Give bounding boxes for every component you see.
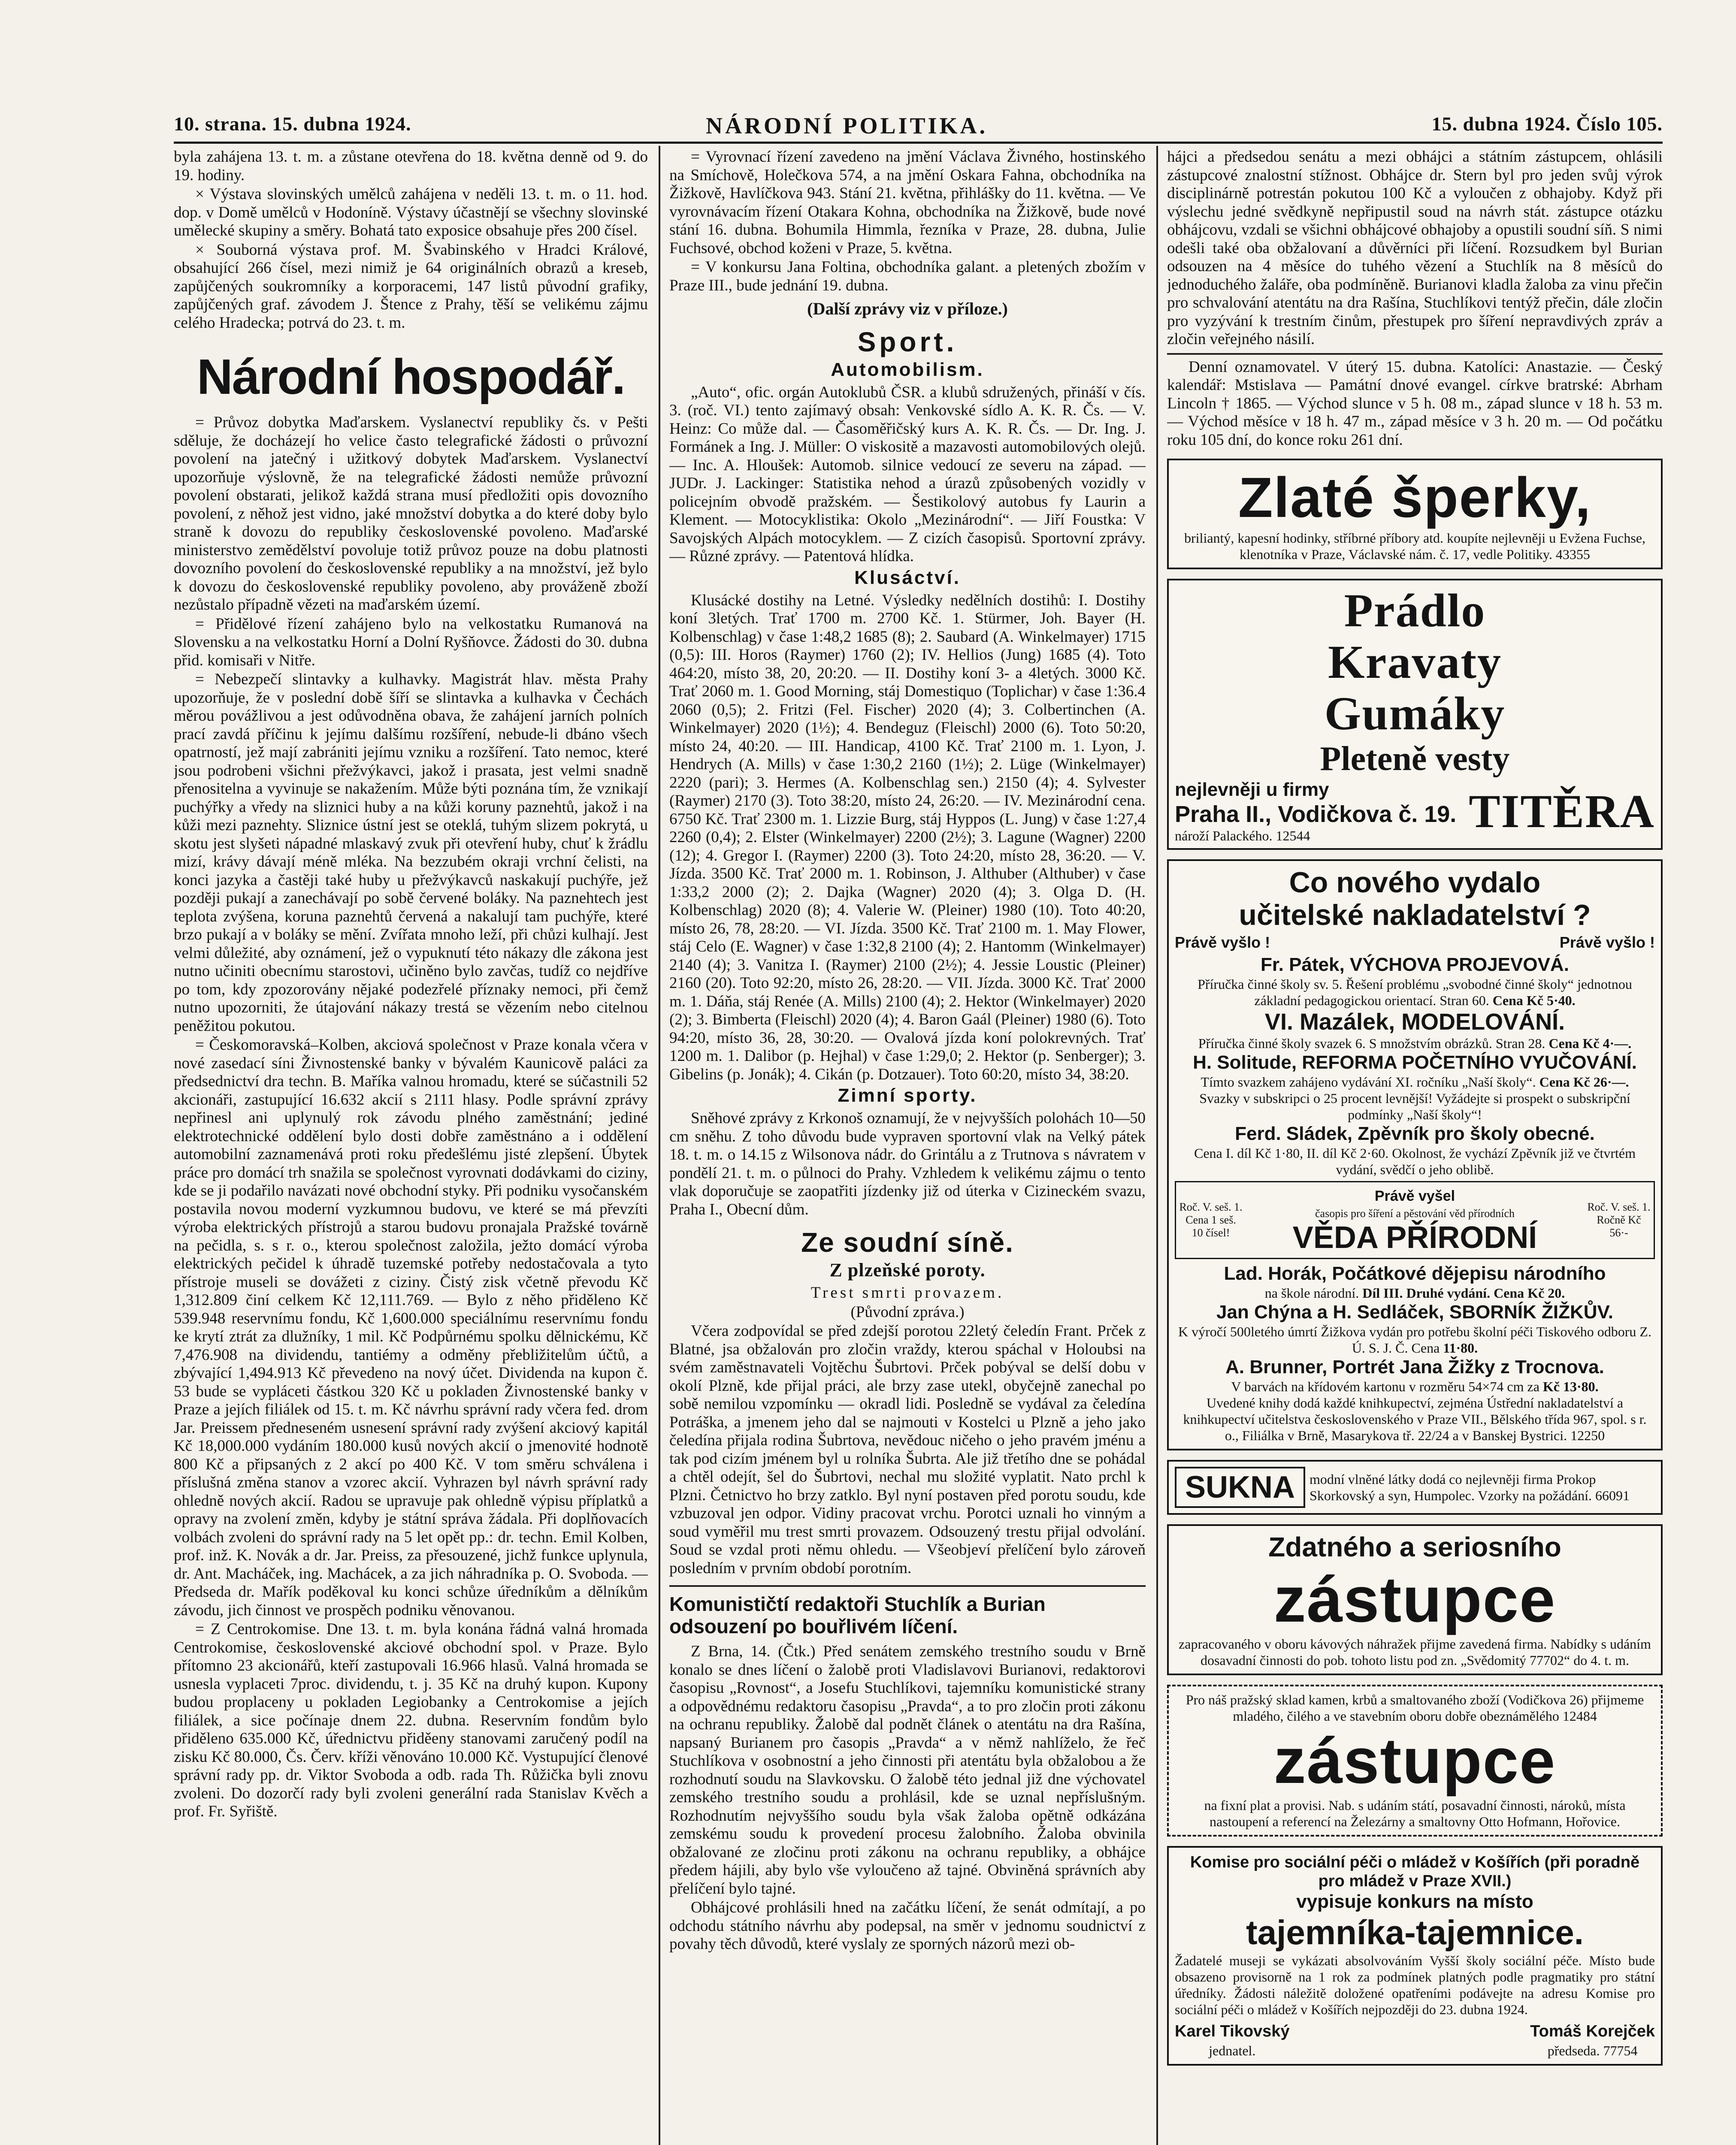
book-price: Cena Kč 26·—. <box>1539 1074 1629 1090</box>
article-text: byla zahájena 13. t. m. a zůstane otevřena do 18. května denně od 9. do 19. hodiny. <box>174 148 648 184</box>
ad-logo: SUKNA <box>1175 1467 1305 1508</box>
masthead: NÁRODNÍ POLITIKA. <box>706 113 988 139</box>
ad-headline: Pleteně vesty <box>1320 740 1510 778</box>
ad-body: na fixní plat a provisi. Nab. s udáním státí, posavadní činnosti, nároků, místa nastoupení a referencí na Železárny a smaltovny Otto Hofmann, Hořovice. <box>1204 1798 1626 1829</box>
ad-linen <box>1167 579 1663 850</box>
article-text: × Výstava slovinských umělců zahájena v neděli 13. t. m. o 11. hod. dop. v Domě umělců v Hodoníně. Výstavy účastnějí se všechny slovinské umělecké skupiny a směry. Bohatá tato exposice obsahuje přes 200 čísel. <box>174 185 648 239</box>
ad-text <box>1175 828 1456 844</box>
ad-body: briliantý, kapesní hodinky, stříbrné příbory atd. koupíte nejlevněji u Evžena Fuchse, klenotníka v Praze, Václavské nám. č. 17, vedle Politiky. <box>1184 530 1645 562</box>
ad-headline: Zlaté šperky, <box>1238 466 1592 529</box>
signer-role: předseda. <box>1547 2043 1600 2058</box>
book-desc: V barvách na křídovém kartonu v rozměru 54×74 cm za <box>1231 1379 1539 1394</box>
veda-center <box>1247 1185 1582 1255</box>
column-divider-2 <box>1156 146 1158 2145</box>
article-text: = Nebezpečí slintavky a kulhavky. Magistrát hlav. města Prahy upozorňuje, že v poslední době šíří se slintavka a kulhavka v Čechách měrou povážlivou a jest odůvodněna obava, že zahájení jarních polních prací zavdá příčinu k jejímu dalšímu rozšíření, nebude-li dbáno všech opatrností, jež mají zabrániti jejímu vzniku a rozšíření. Tato nemoc, které jsou podrobeni všichni přežvýkavci, jakož i prasata, jest velmi snadně přenositelna a vyvinuje se nakažením. Může býti poznána tím, že vznikají puchýřky a vředy na sliznici huby a na kůži koruny paznehtů, jakož i na kůži mezi paznehty. Sliznice ústní jest se oteklá, tuhým slizem pokrytá, u skotu jest slyšeti nápadné mlaskavý zvuk při otevření huby, chuť k žrádlu mizí, krávy dávají méně mléka. Na bezzubém okraji vrchní čelisti, na konci jazyka a častěji také huby u přežvýkavců naskakují puchýře, jež později pukají a zanechávají po sobě červené boláky. Na paznehtech jest teplota zvýšena, koruna paznehtů červená a nakalují tam puchýře, které brzo pukají a v boláky se mění. Zvířata mnoho leží, při chůzi kulhají. Jest velmi důležité, aby oznámení, jež o vypuknutí této nákazy dle zákona jest nutno učiniti obecnímu starostovi, učiněno bylo zavčas, tudíž co nejdříve po tom, kdy zpozorovány nějaké podezřelé příznaky nemoci, při čemž nutno upozorniti, že útajování nákazy trestá se vězením nebo citelnou peněžitou pokutou. <box>174 671 648 1035</box>
book-text <box>1175 1285 1655 1301</box>
subsection-title: Zimní sporty. <box>838 1085 977 1106</box>
article-text: Z Brna, 14. (Čtk.) Před senátem zemského trestního soudu v Brně konalo se dnes líčení o žalobě proti Vladislavovi Burianovi, redaktorovi časopisu „Rovnost“, a Josefu Stuchlíkovi, tajemníku komunistické strany a odpovědnému redaktoru časopisu „Pravda“, a to pro zločin proti zákonu na ochranu republiky. Žalobě dal podnět článek o atentátu na dra Rašína, napsaný Burianem pro časopis „Pravda“ a v němž nahlíželo, že řeč Stuchlíkova v osobnostní a jeho činnosti při atentátu byla obžalobou a že rozhodnutí soudu na Slavkovsku. O žalobě této jednal již dne výchovatel zemského trestního soudu a prohlásil, kde se uznal nepříslušným. Rozhodnutím nejvyššího soudu byla však žaloba opětně odkázána zemskému soudu k provedení procesu žalobního. Žaloba obvinila obžalované ze zločinu proti zákonu na ochranu republiky, a obhájce předem hájili, aby bylo vše vyloučeno až tajné. Obviněná správních aby přelíčení bylo tajné. <box>669 1643 1146 1897</box>
ad-address: Praha II., Vodičkova č. 19. <box>1175 801 1457 827</box>
header-left: 10. strana. 15. dubna 1924. <box>174 113 411 135</box>
veda-right: Roč. V. seš. 1. Ročně Kč 56·- <box>1587 1201 1651 1239</box>
signer-name: Karel Tikovský <box>1175 2022 1290 2040</box>
article-text: = Přidělové řízení zahájeno bylo na velkostatku Rumanová na Slovensku a na velkostatku Horní a Dolní Ryšňovce. Žádosti do 30. dubna přid. komisaři v Nitře. <box>174 615 648 669</box>
ad-veda <box>1175 1181 1655 1259</box>
ad-representative-2 <box>1167 1685 1663 1837</box>
ad-headline: Kravaty <box>1328 636 1502 688</box>
section-title: Ze soudní síně. <box>801 1227 1014 1258</box>
ad-address-block <box>1175 779 1456 844</box>
subsection-title: Z plzeňské poroty. <box>829 1260 986 1281</box>
book-note: Svazky v subskripci o 25 procent levnější! Vyžádejte si prospekt o subskripční podmínky „Naší školy“! <box>1199 1091 1630 1122</box>
ad-jewelry <box>1167 459 1663 569</box>
subsection-title: Automobilism. <box>831 359 984 380</box>
ad-headline: učitelské nakladatelství ? <box>1239 899 1591 931</box>
ad-number: 66091 <box>1595 1488 1630 1503</box>
ad-text <box>1310 1471 1655 1504</box>
book-price: Kč 13·80. <box>1542 1379 1599 1394</box>
book-title: A. Brunner, Portrét Jana Žižky z Trocnova. <box>1225 1356 1604 1378</box>
subsection-title: Klusáctví. <box>854 567 961 588</box>
ad-number: 77754 <box>1603 2043 1638 2058</box>
ad-headline: zástupce <box>1273 1725 1556 1797</box>
ad-representative-1 <box>1167 1524 1663 1675</box>
ad-footer <box>1175 779 1655 844</box>
ad-headline: tajemníka-tajemnice. <box>1246 1913 1584 1952</box>
book-desc: Tímto svazkem zahájeno vydávání XI. ročníku „Naší školy“. <box>1201 1074 1536 1090</box>
ad-body: Žadatelé museji se vykázati absolvováním Vyšší školy sociální péče. Místo bude obsazeno provisorně na 1 rok za podmínek platných podle pragmatiky pro státní úředníky. Žádosti náležitě doložené opatřeními podávejte na adresu Komise pro sociální péči o mládež v Košířích nejpozději do 23. dubna 1924. <box>1175 1953 1655 2017</box>
ad-tag: Právě vyšlo ! <box>1175 934 1270 951</box>
book-title: H. Solitude, REFORMA POČETNÍHO VYUČOVÁNÍ. <box>1193 1052 1637 1073</box>
ad-publisher <box>1167 859 1663 1450</box>
article-subtitle: (Původní zpráva.) <box>850 1303 965 1321</box>
book-title: Ferd. Sládek, Zpěvník pro školy obecné. <box>1235 1123 1595 1144</box>
ad-row <box>1175 1467 1655 1508</box>
signature-2 <box>1530 2020 1655 2059</box>
continued-note: (Další zprávy viz v příloze.) <box>807 299 1008 318</box>
ad-tag: Právě vyšlo ! <box>1559 934 1655 951</box>
ad-sukna <box>1167 1460 1663 1515</box>
header-right: 15. dubna 1924. Číslo 105. <box>1431 113 1663 135</box>
ad-headline: Komise pro sociální péči o mládež v Košířích (při poradně pro mládež v Praze XVII.) <box>1190 1853 1640 1890</box>
ad-body: zapracovaného v oboru kávových náhražek přijme zavedená firma. Nabídky s udáním dosavadní činnosti do pob. tohoto listu pod zn. „Svědomitý 77702“ do 4. t. m. <box>1179 1636 1651 1668</box>
veda-title: VĚDA PŘÍRODNÍ <box>1292 1221 1537 1255</box>
book-price: 11·80. <box>1443 1340 1478 1356</box>
ad-headline: Co nového vydalo <box>1289 866 1541 899</box>
book-desc: Cena I. díl Kč 1·80, II. díl Kč 2·60. Okolnost, že vychází Zpěvník již ve čtvrtém vydání, svědčí o jeho oblibě. <box>1194 1145 1636 1177</box>
article-text: = Českomoravská–Kolben, akciová společnost v Praze konala včera v nové zasedací síni Živnostenské banky v bývalém Kaunicově paláci za předsednictví dra techn. B. Maříka valnou hromadu, které se súčastnili 52 akcionáři, zastupující 16.632 akcií s 2111 hlasy. Podle správní zprávy nepřinesl ani uplynulý rok závodu plného zaměstnání; jediné elektrotechnické oddělení bylo dosti dobře zaměstnáno a i oddělení automobilní zaznamenává proti roku předešlému jisté zlepšení. Úbytek práce pro domácí trh snažila se společnost vyrovnati dodávkami do ciziny, kde se ji podařilo navázati nové obchodní styky. Při podniku vysočanském postavila novou moderní vyzkumnou budovu, ve které se má převzíti výroba elektrických přístrojů a starou budovu pronajala Pražské továrně na pečidla, s. s r. o., kterou společnost založila, ježto domácí výroba elektrických pečidel k úhradě tuzemské potřeby nedostačovala a tyto přístroje museli se dovážeti z ciziny. Čistý zisk včetně převodu Kč 1,312.809 činí celkem Kč 12,111.769. — Bylo z něho přiděleno Kč 539.948 reservnímu fondu, Kč 1,600.000 speciálnímu reservnímu fondu ke krytí ztrát za dlužníky, 1 mil. Kč Podpůrnému spolku dělnickému, Kč 7,476.908 na dividendu, tantiémy a odměny přebližitelům účtů, a zbývající 1,494.913 Kč převedeno na nový účet. Dividenda na kupon č. 53 bude se vypláceti částkou 320 Kč u pokladen Živnostenské banky v Praze a jejích filiálek od 15. t. m. Kč návrhu správní rady včera fed. drom Jar. Preissem předneseném usnesení správní rady zvýšení akciový kapitál Kč 18,000.000 vydáním 180.000 kusů nových akcií o jmenovité hodnotě 800 Kč a připsaných z 2 akcí po 400 Kč. V tom směru schválena i příslušná změna stanov a vzorec akcií. Vyhrazen byl návrh správní rady ohledně nových akcií. Radou se upravuje pak ohledně výpisu příplatků a opravy na zvolení změn, kdyby je státní správa žádala. Při doplňovacích volbách zvoleni do správní rady na 5 let opět pp.: dr. techn. Emil Kolben, prof. inž. K. Novák a dr. Jar. Preiss, za přesouzené, jichž funkce uplynula, dr. Ant. Macháček, ing. Machácek, a za jich náhradníka p. O. Svoboda. — Předseda dr. Mařík poděkoval ku konci schůze úředníkům a dělníkům závodu, jich činnost ve prospěch podniku věnovanou. <box>174 1036 648 1619</box>
article-text: Včera zodpovídal se před zdejší porotou 22letý čeledín Frant. Prček z Blatné, jsa obžalován pro zločin vraždy, kterou spáchal v Holoubsi na svém zaměstnavateli Vojtěchu Šubrtovi. Prček pobýval se delší dobu v okolí Plzně, kde přijal práci, ale brzy zase utekl, obyčejně zanechal po sobě nemilou vzpomínku — okradl lidi. Posledně se vydával za čeledína Potráška, a jmenem jeho dal se najmouti v Kostelci u Plzně a jeho jako čeledína přijala rodina Šubrtova, nevědouc ničeho o jeho pravém jménu a tak pod cizím jménem byl u rolníka Šubrta. Ale již třetího dne se pohádal a chtěl odejít, šel do Šubrtovi, nechal mu složité vyplatit. Nato prchl k Plzni. Četnictvo ho brzy zatklo. Byl nyní postaven před porotu soudu, kde vzbuzoval jen odpor. Vidiny pracovat vrchu. Porotci uznali ho vinným a soud vyměřil mu trest smrti provazem. Odsouzený trestu přijal odvolání. Soud se vzdal proti němu ohledu. — Všeobjeví přelíčení bylo zároveň posledním v prvním období porotním. <box>669 1322 1146 1577</box>
article-text: = Z Centrokomise. Dne 13. t. m. byla konána řádná valná hromada Centrokomise, československé akciové obchodní spol. v Praze. Bylo přítomno 23 akcionářů, kteří zastupovali 16.966 hlasů. Valná hromada se usnesla vyplaceti 7proc. dividendu, t. j. 35 Kč na druhý kupon. Kupony budou proplaceny u pokladen Legiobanky a Centrokomise a jejích filiálek, a sice počínaje dnem 22. dubna. Reservním fondům bylo přiděleno 635.000 Kč, úřednictvu přiděeny stanovami zaručený podíl na zisku Kč 80.000, Čs. Červ. kříži věnováno 10.000 Kč. Vystupující členové správní rady pp. dr. Viktor Svoboda a odb. rada Th. Růžička byli znovu zvoleni. Do dozorčí rady byli zvoleni generální rada Stanislav Kvěch a prof. Fr. Syřiště. <box>174 1620 648 1820</box>
ad-tags <box>1175 931 1655 954</box>
ad-headline: Zdatného a seriosního <box>1268 1532 1561 1562</box>
page-header <box>174 112 1663 139</box>
ad-number: 43355 <box>1555 547 1590 562</box>
article-text: = V konkursu Jana Foltina, obchodníka galant. a pletených zbožím v Praze III., bude jednání 19. dubna. <box>669 258 1146 294</box>
column-1 <box>174 148 648 2145</box>
article-text: „Auto“, ofic. orgán Autoklubů ČSR. a klubů sdružených, přináší v čís. 3. (roč. VI.) tento zajímavý obsah: Venkovské sídlo A. K. R. Čs. — V. Heinz: Co může dal. — Časoměřičský kurs A. K. R. Čs. — Dr. Ing. J. Formánek a Ing. J. Müller: O viskositě a mazavosti automobilových olejů. — Inc. A. Hloušek: Automob. silnice vedoucí ze severu na západ. — JUDr. J. Lackinger: Statistika nehod a úrazů způsobených vozidly v policejním obvodě pražském. — Šestikolový autobus fy Laurin a Klement. — Motocyklistika: Okolo „Mezinárodní“. — Jiří Foustka: V Savojských Alpách motocyklem. — Z cizích časopisů. Sportovní zprávy. — Různé zprávy. — Patentová hlídka. <box>669 383 1146 565</box>
ad-headline: zástupce <box>1273 1563 1556 1635</box>
ad-text <box>1175 1692 1655 1724</box>
book-price: Cena Kč 4·—. <box>1548 1036 1632 1051</box>
article-text: Sněhové zprávy z Krkonoš oznamují, že v nejvyšších polohách 10—50 cm sněhu. Z toho důvodu bude vypraven sportovní vlak na Velký pátek 18. t. m. o 14.15 z Wilsonova nádr. do Grintálu a z Trutnova s návratem v pondělí 21. t. m. o půlnoci do Prahy. Vzhledem k velikému zájmu o tento vlak doporučuje se zaopatřiti jízdenky již od úterka v Cizineckém svazu, Praha I., Obecní dům. <box>669 1109 1146 1218</box>
header-rule <box>174 142 1663 144</box>
article-text: × Souborná výstava prof. M. Švabinského v Hradci Králové, obsahující 266 čísel, mezi nimiž je 64 originálních obrazů a kreseb, zapůjčených soukromníky a korporacemi, 147 listů původní grafiky, zapůjčených graf. závodem J. Štence z Prahy, těší se velikému zájmu celého Hradecka; potrvá do 23. t. m. <box>174 241 648 332</box>
ad-headline: Prádlo <box>1344 584 1486 637</box>
ad-commission <box>1167 1846 1663 2066</box>
book-desc: Příručka činné školy sv. 5. Řešení problému „svobodné činné školy“ jednotnou základní pedagogickou orientací. Stran 60. <box>1198 976 1632 1008</box>
column-divider-1 <box>659 146 660 2145</box>
signer-name: Tomáš Korejček <box>1530 2022 1655 2040</box>
ad-number: 12250 <box>1570 1428 1605 1443</box>
signer-role: jednatel. <box>1209 2043 1256 2058</box>
section-title: Národní hospodář. <box>197 349 625 405</box>
article-text: = Průvoz dobytka Maďarskem. Vyslanectví republiky čs. v Pešti sděluje, že docházejí ho velice často telegrafické žádosti o průvozní povolení na jatečný i užitkový dobytek Maďarskem. Vyslanectví upozorňuje výslovně, že na telegrafické žádosti nemůže průvozní povolení obstarati, jelikož každá strana musí předložiti opis dovozního povolení, z něhož jest vidno, jaké množství dobytka a do které doby bylo straně k dovozu do republiky československé povoleno. Maďarské ministerstvo zemědělství povoluje totiž průvoz pouze na dobu platnosti dovozního povolení do československé republiky a na množství, jež bylo k dovozu do československé republiky povoleno, aby prováženě zboží nezůstalo případně vězeti na maďarském území. <box>174 414 648 613</box>
article-subtitle: Trest smrti provazem. <box>811 1284 1004 1302</box>
book-text <box>1175 1035 1655 1051</box>
book-text <box>1175 1323 1655 1356</box>
veda-tag: Právě vyšel <box>1374 1188 1455 1204</box>
book-price: Cena Kč 5·40. <box>1492 993 1576 1008</box>
signature-1 <box>1175 2020 1290 2059</box>
article-text: Klusácké dostihy na Letné. Výsledky nedělních dostihů: I. Dostihy koní 3letých. Trať 1700 m. 2700 Kč. 1. Stürmer, Joh. Bayer (H. Kolbenschlag) v čase 1:48,2 1685 (8); 2. Saubard (A. Winkelmayer) 1715 (0,5): III. Horos (Raymer) 1760 (2); IV. Hellios (Jung) 1685 (4). Toto 464:20, místo 38, 20, 20:20. — II. Dostihy koní 3- a 4letých. 3000 Kč. Trať 2060 m. 1. Good Morning, stáj Domestiquo (Toplichar) v čase 1:36.4 2060 (0,5); 2. Fritzi (Fel. Fischer) 2020 (4); 3. Colbertinchen (A. Winkelmayer) 2020 (1½); 4. Bendeguz (Fleischl) 2000 (6). Toto 50:20, místo 24, 40:20. — III. Handicap, 4100 Kč. Trať 2100 m. 1. Lyon, J. Hendrych (A. Mills) v čase 1:30,2 2160 (1½); 2. Lüge (Winkelmayer) 2220 (pari); 3. Hermes (A. Kolbenschlag sen.) 2150 (4); 4. Sylvester (Raymer) 2170 (3). Toto 38:20, místo 24, 26:20. — IV. Mezinárodní cena. 6750 Kč. Trať 2300 m. 1. Lizzie Burg, stáj Hyppos (L. Jung) v čase 1:27,4 2260 (0,4); 2. Elster (Winkelmayer) 2200 (2½); 3. Lagune (Wagner) 2200 (12); 4. Gregor I. (Raymer) 2200 (3). Toto 24:20, místo 28, 36:20. — V. Jízda. 3500 Kč. Trať 2000 m. 1. Robinson, J. Althuber (Althuber) v čase 1:33,2 2000 (2); 2. Dajka (Wagner) 2020 (4); 3. Olga D. (H. Kolbenschlag) 2020 (8); 4. Valerie W. (Pleiner) 1980 (10). Toto 40:20, místo 26, 78, 28:20. — VI. Jízda. 3500 Kč. Trať 2100 m. 1. May Flower, stáj Celo (E. Wagner) v čase 1:32,8 2100 (4); 2. Hantomm (Winkelmayer) 2140 (4); 3. Vanitza I. (Raymer) 2100 (2½); 4. Jessie Loustic (Pleiner) 2160 (20). Toto 92:20, místo 26, 28:20. — VII. Jízda. 3000 Kč. Trať 2000 m. 1. Dáňa, stáj Renée (A. Mills) 2100 (4); 2. Hektor (Winkelmayer) 2020 (2); 3. Bimberta (Fleischl) 2020 (4); 4. Baron Gaál (Pleiner) 1980 (6). Toto 94:20, místo 36, 28, 30:20. — Ovalová jízda koní polokrevných. Trať 1200 m. 1. Dalibor (p. Hejhal) v čase 1:29,0; 2. Hektor (p. Senberger); 3. Gibelins (p. Jonák); 4. Cikán (p. Dotzauer). Toto 60:20, místo 34, 38:20. <box>669 591 1146 1083</box>
ad-subheadline: vypisuje konkurs na místo <box>1296 1891 1533 1912</box>
book-desc: Příručka činné školy svazek 6. S množstvím obrázků. Stran 28. <box>1198 1036 1545 1051</box>
article-text: Obhájcové prohlásili hned na začátku líčení, že senát odmítají, a po odchodu státního návrhu aby podepsal, na směr v jednomu soudnictví z povahy těch důvodů, které vyslaly ze sporných názorů mezi ob- <box>669 1899 1146 1953</box>
ad-headline: Gumáky <box>1324 687 1506 740</box>
ad-body: Uvedené knihy dodá každé knihkupectví, zejména Ústřední nakladatelství a knihkupectví učitelstva československého v Praze VII., Bělského třída 967, spol. s r. o., Filiálka v Brně, Masarykova tř. 22/24 a v Banskej Bystrici. <box>1183 1395 1647 1443</box>
book-text <box>1175 1378 1655 1395</box>
book-desc: K výročí 500letého úmrtí Žižkova vydán pro potřebu školní péči Tiskového odboru Z. Ú. S. J. Č. Cena <box>1178 1324 1651 1356</box>
daily-calendar: Denní oznamovatel. V úterý 15. dubna. Katolíci: Anastazie. — Český kalendář: Mstislava — Památní dnové evangel. církve bratrské: Abrham Lincoln † 1865. — Východ slunce v 5 h. 08 m., západ slunce v 18 h. 53 m. — Východ měsíce v 18 h. 47 m., západ měsíce v 3 h. 20 m. — Od počátku roku 105 dní, do konce roku 261 dní. <box>1167 353 1663 450</box>
section-title: Sport. <box>857 326 958 357</box>
ad-text <box>1175 530 1655 562</box>
signer-role-line <box>1530 2042 1655 2059</box>
veda-left: Roč. V. seš. 1. Cena 1 seš. 10 čísel! <box>1179 1201 1243 1239</box>
ad-brand: TITĚRA <box>1469 785 1655 837</box>
ad-signatures <box>1175 2020 1655 2059</box>
ad-body: modní vlněné látky dodá co nejlevněji firma Prokop Skorkovský a syn, Humpolec. Vzorky na požádání. <box>1310 1471 1596 1503</box>
ad-text: nejlevněji u firmy <box>1175 779 1329 800</box>
book-desc: na škole národní. <box>1264 1285 1359 1301</box>
article-text: = Vyrovnací řízení zavedeno na jmění Václava Živného, hostinského na Smíchově, Holečkova 574, a na jmění Oskara Fahna, obchodníka na Žižkově, Havlíčkova 943. Stání 21. května, přihlášky do 11. května. — Ve vyrovnávacím řízení Otakara Kohna, obchodníka na Žižkově, bude nové stání 16. dubna. Bohumila Himmla, řezníka v Praze, 28. dubna, Julie Fuchsové, obchod koženi v Praze, 5. května. <box>669 148 1146 257</box>
book-text <box>1175 1074 1655 1090</box>
book-text <box>1175 976 1655 1009</box>
article-headline: Komunističtí redaktoři Stuchlík a Burian odsouzení po bouřlivém líčení. <box>669 1585 1146 1637</box>
ad-text <box>1175 1395 1655 1444</box>
book-price: Cena Kč 20. <box>1494 1285 1565 1301</box>
ad-body: Pro náš pražský sklad kamen, krbů a smaltovaného zboží (Vodičkova 26) přijmeme mladého, čilého a ve stavebním oboru dobře obeznámělého <box>1186 1692 1644 1724</box>
book-title: Lad. Horák, Počátkové dějepisu národního <box>1224 1263 1606 1284</box>
column-2 <box>669 148 1146 2145</box>
veda-desc: časopis pro šíření a pěstování věd přírodních <box>1315 1207 1515 1220</box>
book-edition: Díl III. Druhé vydání. <box>1362 1285 1491 1301</box>
ad-corner: nároží Palackého. <box>1175 828 1273 843</box>
book-title: Fr. Pátek, VÝCHOVA PROJEVOVÁ. <box>1261 954 1569 975</box>
ad-number: 12484 <box>1562 1708 1597 1724</box>
book-title: Jan Chýna a H. Sedláček, SBORNÍK ŽIŽKŮV. <box>1216 1302 1614 1323</box>
book-title: VI. Mazálek, MODELOVÁNÍ. <box>1264 1009 1565 1035</box>
column-3 <box>1167 148 1663 2145</box>
article-text: hájci a předsedou senátu a mezi obhájci a státním zástupcem, ohlásili zástupcové znalostní stížnost. Obhájce dr. Stern byl pro jeden svůj výrok disciplinárně potrestán pokutou 100 Kč a vyloučen z obhajoby. Když při výslechu jedné svědkyně nepřipustil soud na návrh stát. zástupce otázku obhájcovu, vzdali se všichni obhájcové obhajoby a opustili soudní síň. S nimi odešli také oba obžalovaní a důvěrníci při líčení. Rozsudkem byl Burian odsouzen na 4 měsíce do tuhého vězení a Stuchlík na 8 měsíců do jednoduchého žaláře, oba podmíněně. Burianovi kladla žaloba za vinu přečin pro schvalování atentátu na dra Rašína, Stuchlíkovi tentýž přečin, dále zločin pro vyzývání k trestním činům, přestupek pro šíření nepravdivých zpráv a zločin veřejného násilí. <box>1167 148 1663 348</box>
ad-number: 12544 <box>1276 828 1310 843</box>
